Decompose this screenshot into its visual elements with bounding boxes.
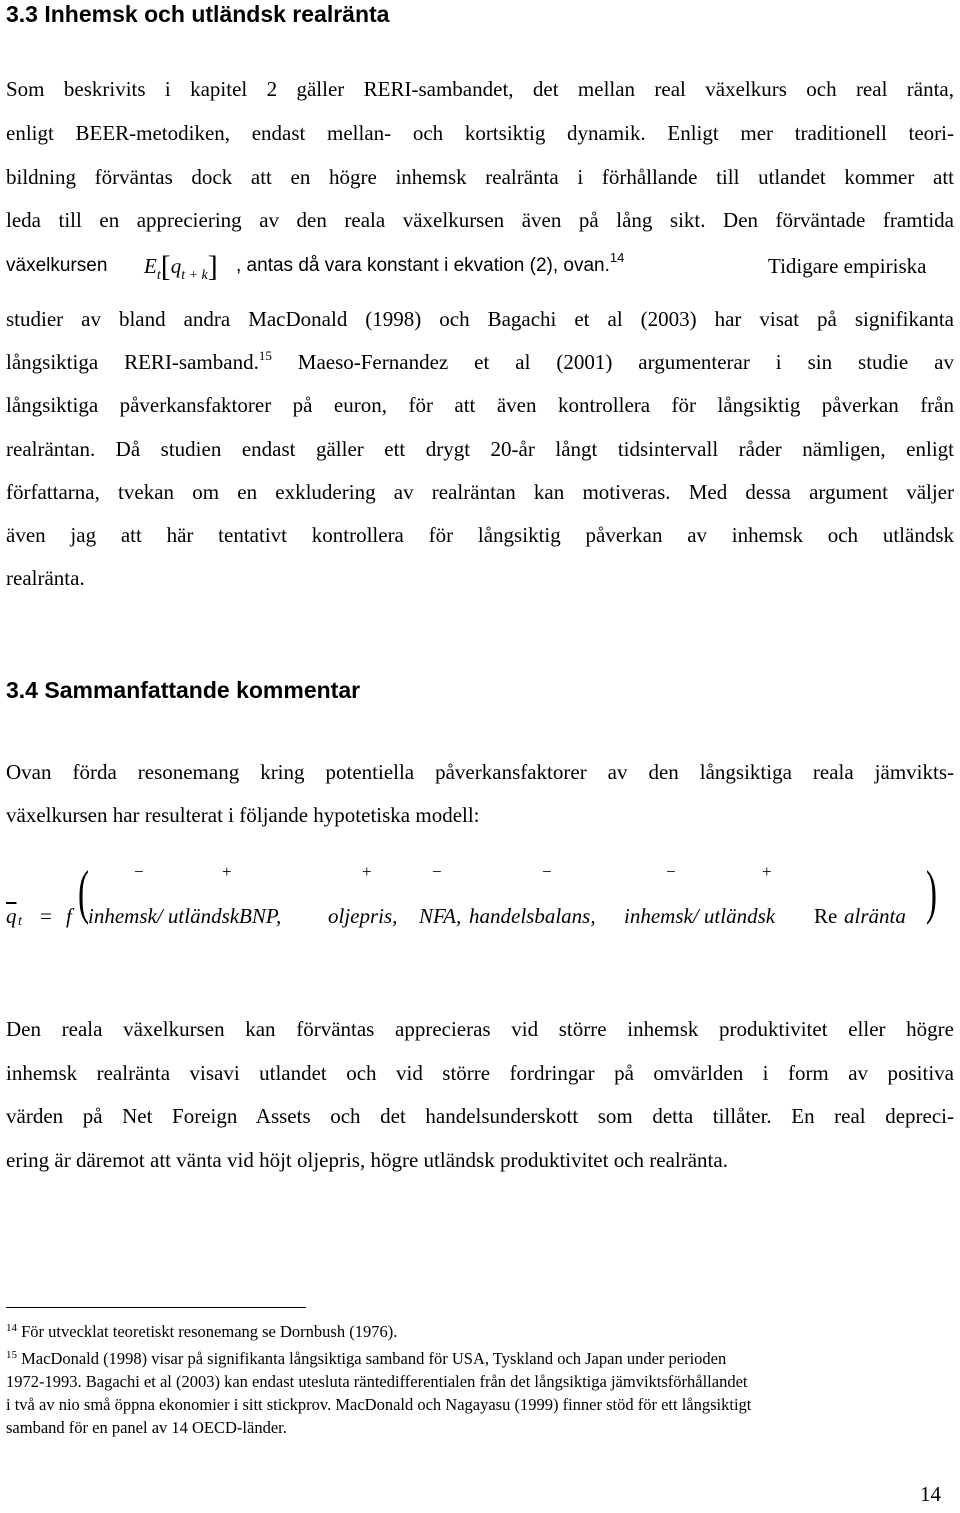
math-sub-tk: t + k	[181, 268, 208, 283]
footnote-text: För utvecklat teoretiskt resonemang se Dornbush (1976).	[17, 1322, 398, 1341]
inline-math-expectation	[144, 250, 218, 283]
eq-sign: +	[762, 862, 772, 881]
paragraph-line: realräntan. Då studien endast gäller ett drygt 20-år långt tidsintervall råder nämligen, enligt	[6, 437, 954, 461]
eq-q: $\overline{q}$	[6, 904, 17, 928]
math-close-bracket: ]	[207, 250, 218, 283]
text-rerisamband: långsiktiga RERI-samband.	[6, 350, 259, 374]
eq-sign: +	[362, 862, 372, 881]
footnote-ref-15: 15	[258, 348, 272, 363]
eq-f: f	[66, 904, 72, 928]
eq-sub-t: t	[18, 914, 22, 929]
footnote-15	[6, 1348, 954, 1370]
eq-term-oljepris: oljepris,	[328, 904, 398, 928]
footnote-number: 14	[6, 1322, 17, 1334]
text-vaxelkursen: växelkursen	[6, 255, 108, 276]
eq-sign: −	[542, 862, 552, 881]
eq-sign: −	[134, 862, 144, 881]
math-q: q	[170, 254, 182, 278]
eq-left-paren: (	[78, 859, 89, 925]
eq-term-handelsbalans: handelsbalans,	[469, 904, 596, 928]
text-antas	[236, 252, 624, 280]
paragraph-line: Ovan förda resonemang kring potentiella påverkansfaktorer av den långsiktiga reala jämvikts-	[6, 760, 954, 784]
page-number: 14	[920, 1482, 941, 1506]
eq-term-inhemsk-utlandsk: inhemsk/ utländsk	[624, 904, 776, 928]
paragraph-line: bildning förväntas dock att en högre inhemsk realränta i förhållande till utlandet kommer att	[6, 165, 954, 189]
footnote-ref-14: 14	[609, 250, 625, 265]
section-title-3-3: 3.3 Inhemsk och utländsk realränta	[6, 1, 390, 27]
section-title-3-4: 3.4 Sammanfattande kommentar	[6, 677, 361, 703]
paragraph-line-with-footnote	[6, 348, 954, 376]
text-antas-body: , antas då vara konstant i ekvation (2), ovan.	[236, 255, 610, 276]
text-tidigare: Tidigare empiriska	[768, 254, 927, 278]
eq-equals: =	[40, 904, 52, 928]
footnote-separator	[6, 1307, 306, 1308]
eq-right-paren: )	[926, 859, 937, 925]
footnote-15-line: samband för en panel av 14 OECD-länder.	[6, 1418, 287, 1437]
paragraph-line: inhemsk realränta visavi utlandet och vid större fordringar på omvärlden i form av positiva	[6, 1061, 954, 1085]
footnote-15-line: i två av nio små öppna ekonomier i sitt stickprov. MacDonald och Nagayasu (1999) finner stöd för ett långsiktigt	[6, 1395, 752, 1414]
footnote-15-line: 1972-1993. Bagachi et al (2003) kan endast utesluta räntedifferentialen från det långsiktiga jämviktsförhållandet	[6, 1372, 748, 1391]
footnote-text: MacDonald (1998) visar på signifikanta långsiktiga samband för USA, Tyskland och Japan under perioden	[17, 1349, 727, 1368]
paragraph-last-line: ering är däremot att vänta vid höjt oljepris, högre utländsk produktivitet och realränta.	[6, 1148, 728, 1172]
math-sub-t: t	[156, 268, 161, 283]
eq-sign: −	[432, 862, 442, 881]
eq-term-re: Re	[814, 904, 838, 928]
paragraph-line: Den reala växelkursen kan förväntas apprecieras vid större inhemsk produktivitet eller högre	[6, 1017, 954, 1041]
paragraph-line: författarna, tvekan om en exkludering av realräntan kan motiveras. Med dessa argument väljer	[6, 480, 954, 504]
eq-sign: −	[666, 862, 676, 881]
paragraph-line: även jag att här tentativt kontrollera för långsiktig påverkan av inhemsk och utländsk	[6, 523, 954, 547]
math-open-bracket: [	[160, 250, 171, 283]
paragraph-line: Som beskrivits i kapitel 2 gäller RERI-sambandet, det mellan real växelkurs och real ränta,	[6, 77, 954, 101]
eq-term-nfa: NFA,	[419, 904, 462, 928]
model-equation	[6, 859, 954, 932]
footnote-number: 15	[6, 1349, 17, 1361]
text-maeso: Maeso-Fernandez et al (2001) argumenterar i sin studie av	[271, 350, 954, 374]
paragraph-line: studier av bland andra MacDonald (1998) och Bagachi et al (2003) har visat på signifikanta	[6, 307, 954, 331]
paragraph-line: långsiktiga påverkansfaktorer på euron, för att även kontrollera för långsiktig påverkan från	[6, 393, 954, 417]
math-E: E	[144, 254, 157, 278]
eq-sign: +	[222, 862, 232, 881]
paragraph-line: växelkursen har resulterat i följande hypotetiska modell:	[6, 803, 480, 827]
paragraph-line: värden på Net Foreign Assets och det handelsunderskott som detta tillåter. En real depreci-	[6, 1104, 954, 1128]
paragraph-line: leda till en appreciering av den reala växelkursen även på lång sikt. Den förväntade framtida	[6, 208, 954, 232]
footnote-14	[6, 1321, 954, 1343]
eq-term-alranta: alränta	[844, 904, 906, 928]
eq-term-bnp: inhemsk/ utländskBNP,	[88, 904, 282, 928]
paragraph-line: enligt BEER-metodiken, endast mellan- och kortsiktig dynamik. Enligt mer traditionell teori-	[6, 121, 954, 145]
paragraph-last-line: realränta.	[6, 566, 85, 590]
